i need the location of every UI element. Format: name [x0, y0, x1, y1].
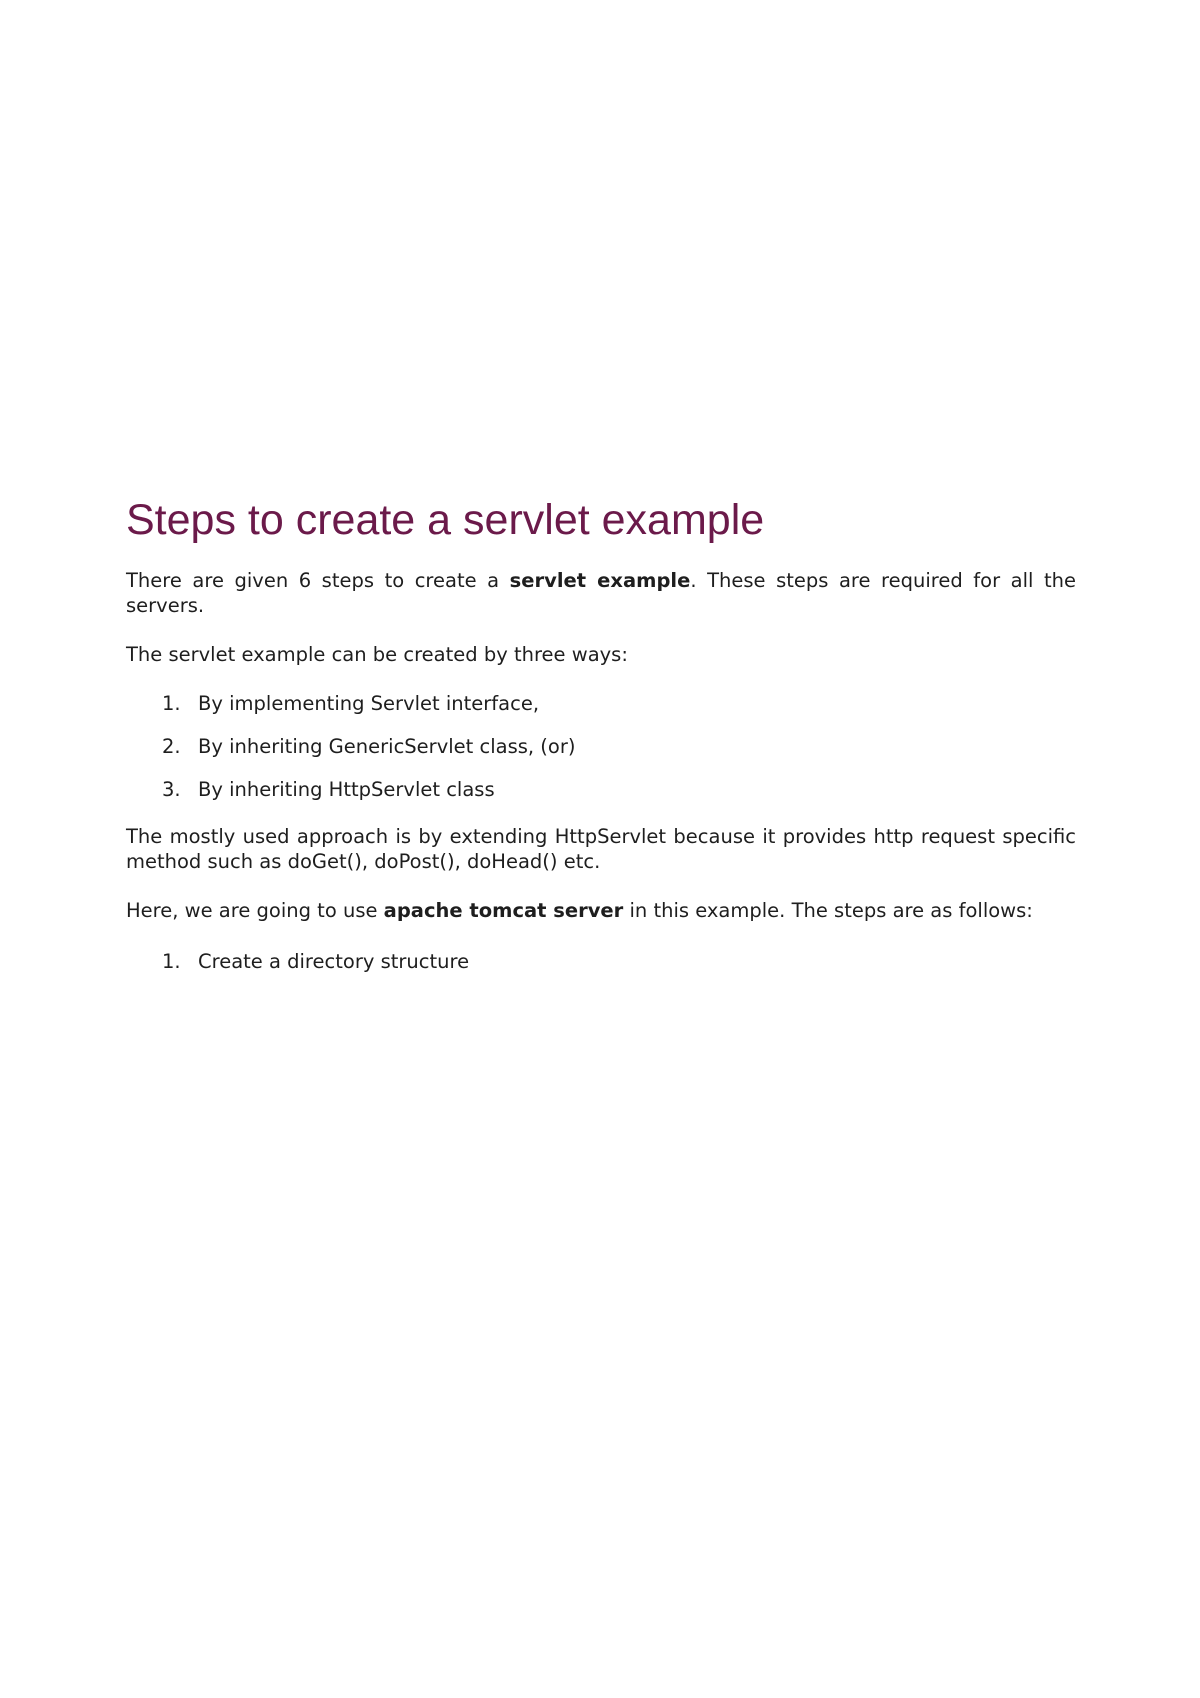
intro-paragraph — [126, 568, 1076, 618]
intro-text-1: There are given 6 steps to create a — [126, 569, 510, 592]
list-item-text: By inheriting HttpServlet class — [198, 778, 495, 801]
intro-bold-servlet-example: servlet example — [509, 569, 691, 592]
tomcat-text-1: Here, we are going to use — [126, 899, 384, 922]
list-item — [126, 734, 1076, 759]
ways-intro-paragraph: The servlet example can be created by three ways: — [126, 643, 628, 666]
list-item-text: By inheriting GenericServlet class, (or) — [198, 735, 576, 758]
list-item-text: Create a directory structure — [198, 950, 470, 973]
list-item-number: 1. — [162, 950, 181, 973]
steps-list — [126, 949, 1076, 974]
list-item — [126, 691, 1076, 716]
tomcat-bold-server: apache tomcat server — [383, 899, 624, 922]
list-item — [126, 777, 1076, 802]
list-item-number: 3. — [162, 778, 181, 801]
tomcat-paragraph — [126, 898, 1076, 923]
list-item-text: By implementing Servlet interface, — [198, 692, 540, 715]
intro-text-2: . These steps are required for all the servers. — [126, 569, 1076, 617]
list-item-number: 2. — [162, 735, 181, 758]
approach-paragraph: The mostly used approach is by extending HttpServlet because it provides http request specific method such as doGet(), doPost(), doHead() etc. — [126, 825, 1076, 873]
document-content — [126, 494, 1076, 996]
tomcat-text-2: in this example. The steps are as follows: — [623, 899, 1033, 922]
ways-list — [126, 691, 1076, 802]
page-title: Steps to create a servlet example — [126, 496, 765, 544]
list-item-number: 1. — [162, 692, 181, 715]
list-item — [126, 949, 1076, 974]
